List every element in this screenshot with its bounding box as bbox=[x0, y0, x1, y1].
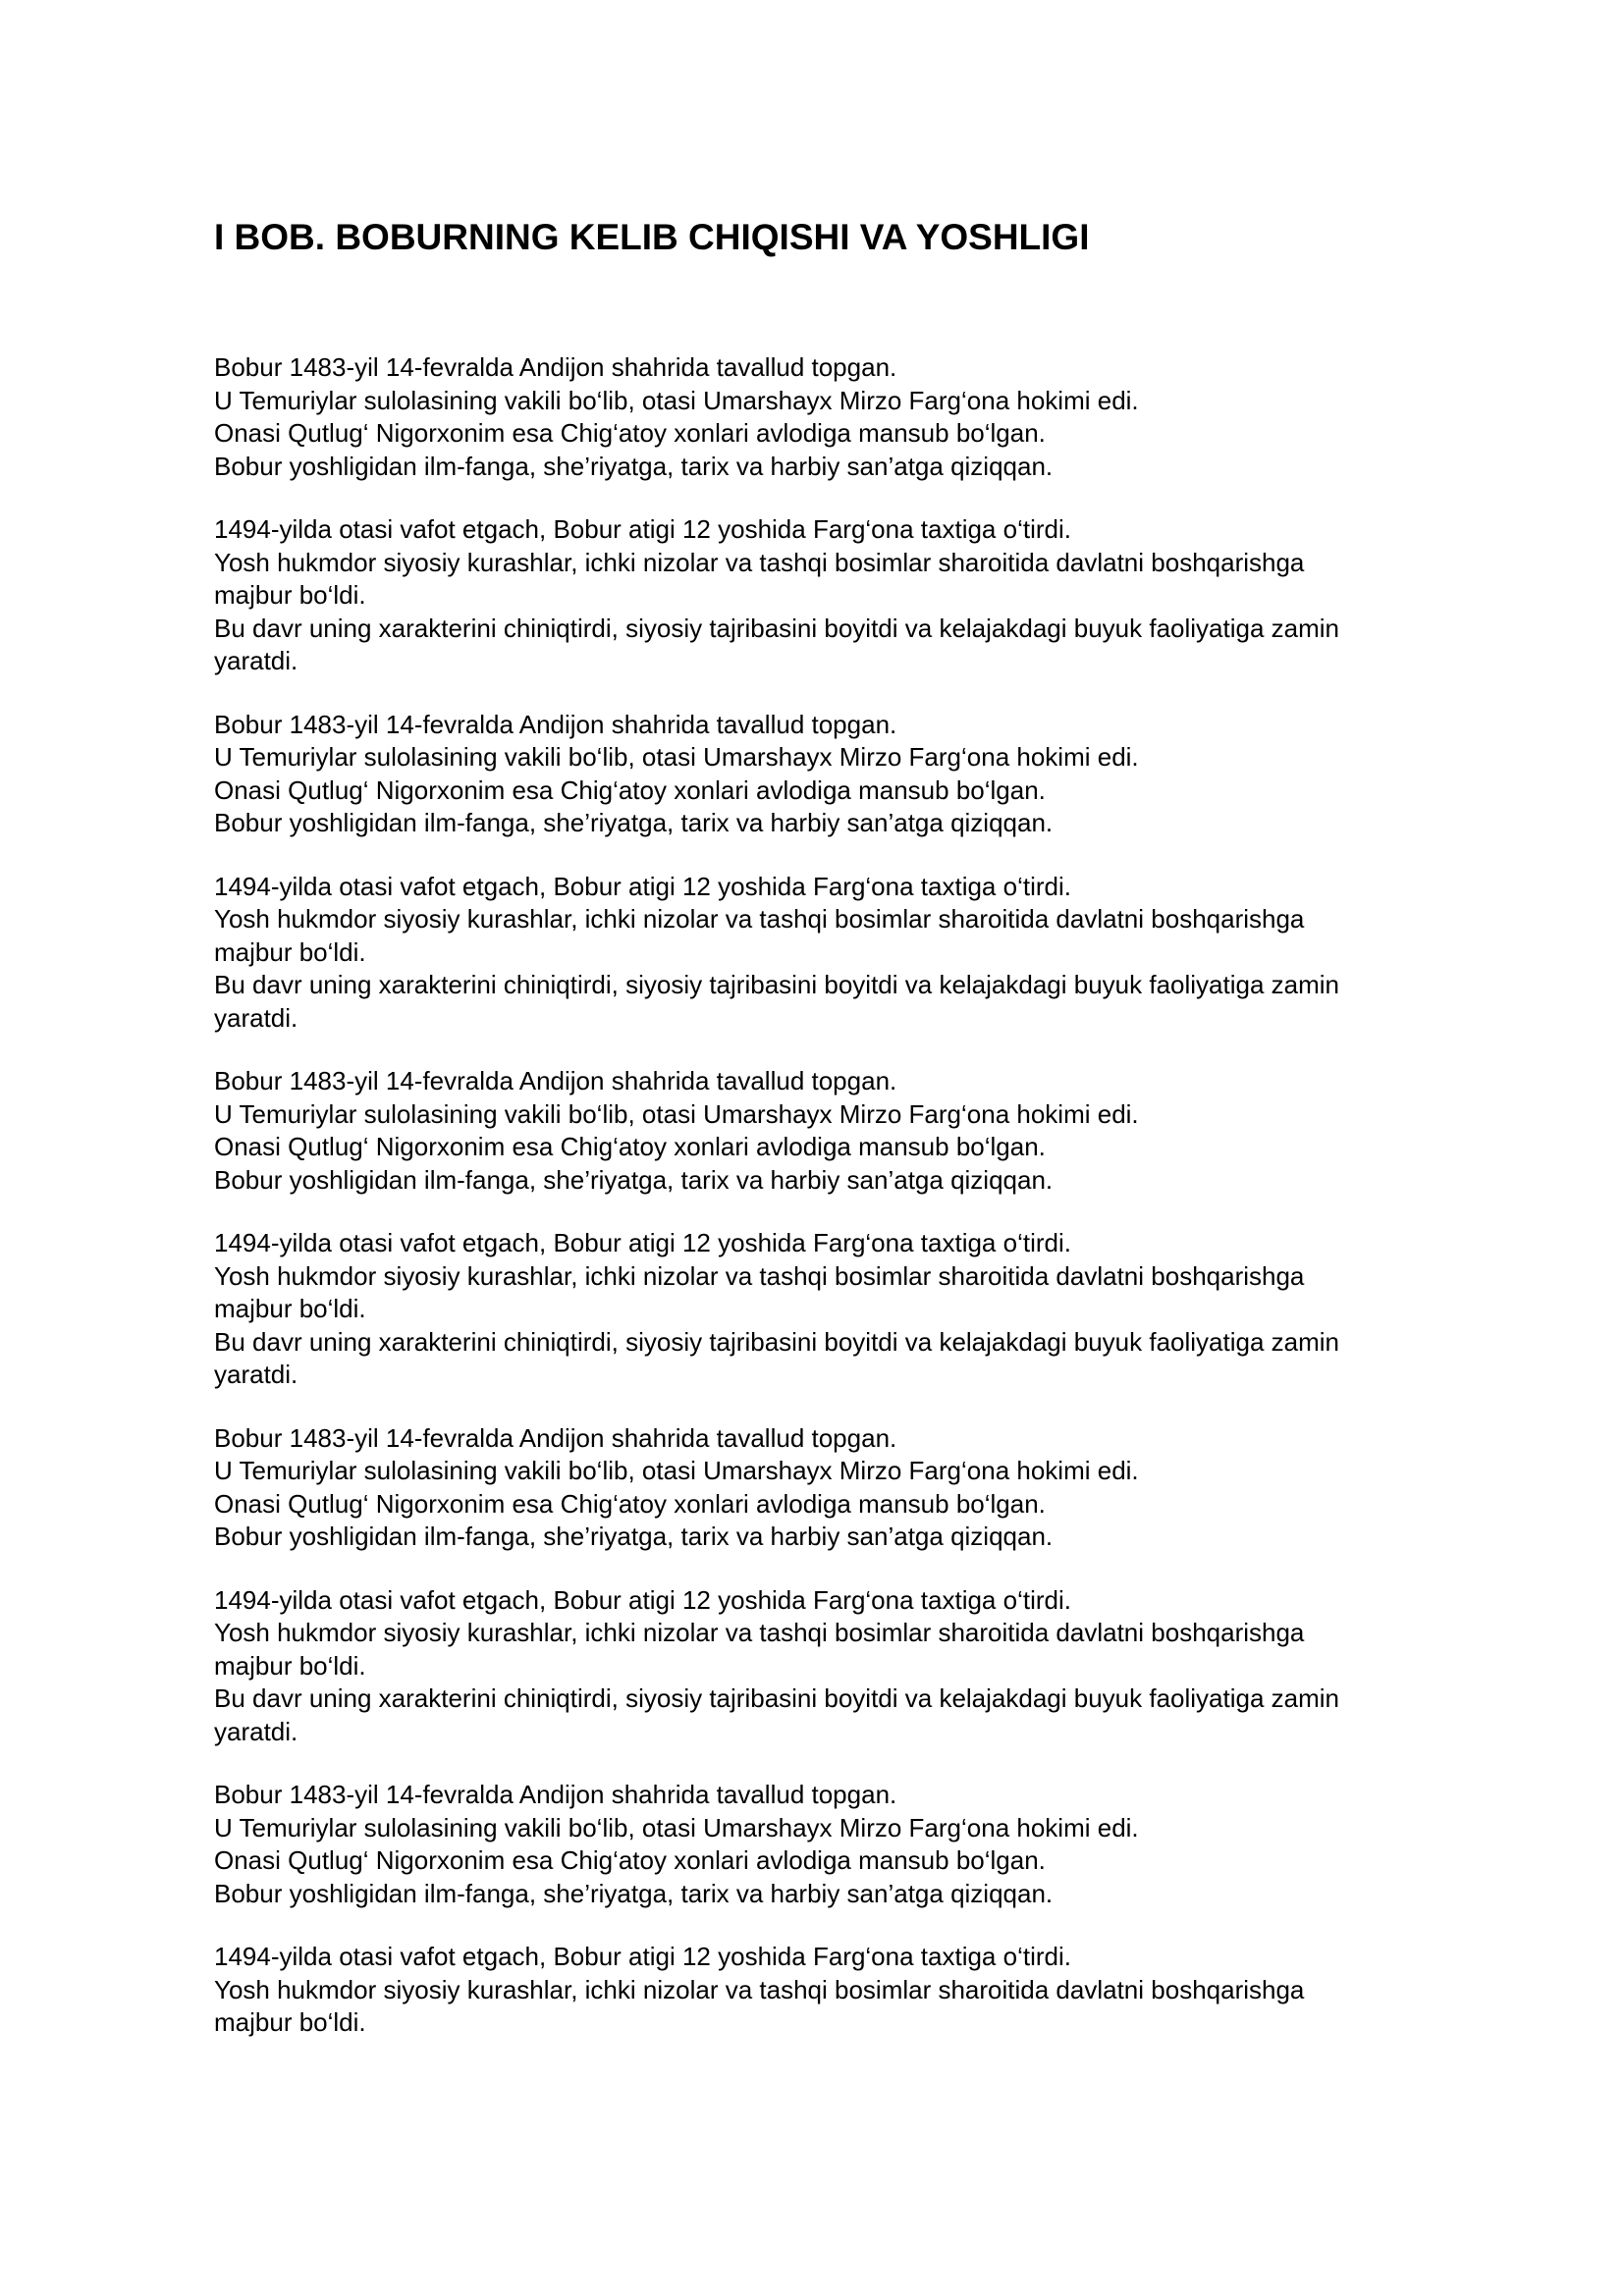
text-line: Onasi Qutlug‘ Nigorxonim esa Chig‘atoy xonlari avlodiga mansub bo‘lgan. bbox=[214, 774, 1046, 805]
text-line: majbur bo‘ldi. bbox=[214, 1650, 366, 1681]
paragraph bbox=[214, 351, 1432, 483]
text-line: yaratdi. bbox=[214, 1716, 298, 1746]
text-line: majbur bo‘ldi. bbox=[214, 936, 366, 967]
text-line: Bu davr uning xarakterini chiniqtirdi, siyosiy tajribasini boyitdi va kelajakdagi buyuk faoliyatiga zamin bbox=[214, 970, 1340, 999]
text-line: Bobur 1483-yil 14-fevralda Andijon shahrida tavallud topgan. bbox=[214, 1066, 897, 1095]
text-line: yaratdi. bbox=[214, 1360, 298, 1389]
paragraph bbox=[214, 1227, 1432, 1392]
paragraph bbox=[214, 1941, 1432, 2040]
text-line: majbur bo‘ldi. bbox=[214, 1294, 366, 1323]
paragraph bbox=[214, 513, 1432, 678]
paragraph bbox=[214, 1584, 1432, 1749]
text-line: yaratdi. bbox=[214, 646, 298, 675]
paragraph bbox=[214, 1065, 1432, 1197]
text-line: Onasi Qutlug‘ Nigorxonim esa Chig‘atoy xonlari avlodiga mansub bo‘lgan. bbox=[214, 1845, 1046, 1875]
text-line: U Temuriylar sulolasining vakili bo‘lib, otasi Umarshayx Mirzo Farg‘ona hokimi edi. bbox=[214, 385, 1139, 415]
text-line: Bobur 1483-yil 14-fevralda Andijon shahrida tavallud topgan. bbox=[214, 1780, 897, 1809]
paragraph bbox=[214, 709, 1432, 840]
text-line: U Temuriylar sulolasining vakili bo‘lib, otasi Umarshayx Mirzo Farg‘ona hokimi edi. bbox=[214, 1812, 1139, 1842]
text-line: U Temuriylar sulolasining vakili bo‘lib, otasi Umarshayx Mirzo Farg‘ona hokimi edi. bbox=[214, 742, 1139, 772]
text-line: Bobur yoshligidan ilm-fanga, she’riyatga, tarix va harbiy san’atga qiziqqan. bbox=[214, 1878, 1054, 1908]
text-line: Bobur 1483-yil 14-fevralda Andijon shahrida tavallud topgan. bbox=[214, 1422, 897, 1453]
paragraph bbox=[214, 1422, 1432, 1554]
text-line: yaratdi. bbox=[214, 1002, 298, 1033]
text-line: Bobur 1483-yil 14-fevralda Andijon shahrida tavallud topgan. bbox=[214, 352, 897, 382]
text-line: Yosh hukmdor siyosiy kurashlar, ichki nizolar va tashqi bosimlar sharoitida davlatni boshqarishga bbox=[214, 547, 1305, 577]
text-line: Yosh hukmdor siyosiy kurashlar, ichki nizolar va tashqi bosimlar sharoitida davlatni boshqarishga bbox=[214, 1618, 1305, 1647]
chapter-title: I BOB. BOBURNING KELIB CHIQISHI VA YOSHLIGI bbox=[214, 217, 1090, 257]
body-text bbox=[214, 351, 1432, 2070]
text-line: Yosh hukmdor siyosiy kurashlar, ichki nizolar va tashqi bosimlar sharoitida davlatni boshqarishga bbox=[214, 904, 1305, 934]
text-line: Bobur 1483-yil 14-fevralda Andijon shahrida tavallud topgan. bbox=[214, 709, 897, 739]
text-line: U Temuriylar sulolasining vakili bo‘lib, otasi Umarshayx Mirzo Farg‘ona hokimi edi. bbox=[214, 1098, 1139, 1129]
text-line: Onasi Qutlug‘ Nigorxonim esa Chig‘atoy xonlari avlodiga mansub bo‘lgan. bbox=[214, 1132, 1046, 1161]
paragraph bbox=[214, 1779, 1432, 1910]
text-line: majbur bo‘ldi. bbox=[214, 2007, 366, 2037]
paragraph bbox=[214, 871, 1432, 1036]
text-line: Bobur yoshligidan ilm-fanga, she’riyatga, tarix va harbiy san’atga qiziqqan. bbox=[214, 808, 1054, 837]
text-line: 1494-yilda otasi vafot etgach, Bobur atigi 12 yoshida Farg‘ona taxtiga o‘tirdi. bbox=[214, 1584, 1071, 1615]
text-line: Bu davr uning xarakterini chiniqtirdi, siyosiy tajribasini boyitdi va kelajakdagi buyuk faoliyatiga zamin bbox=[214, 1683, 1340, 1713]
text-line: Bu davr uning xarakterini chiniqtirdi, siyosiy tajribasini boyitdi va kelajakdagi buyuk faoliyatiga zamin bbox=[214, 613, 1340, 643]
text-line: 1494-yilda otasi vafot etgach, Bobur atigi 12 yoshida Farg‘ona taxtiga o‘tirdi. bbox=[214, 871, 1071, 901]
text-line: Bobur yoshligidan ilm-fanga, she’riyatga, tarix va harbiy san’atga qiziqqan. bbox=[214, 1164, 1054, 1195]
text-line: U Temuriylar sulolasining vakili bo‘lib, otasi Umarshayx Mirzo Farg‘ona hokimi edi. bbox=[214, 1456, 1139, 1485]
text-line: Onasi Qutlug‘ Nigorxonim esa Chig‘atoy xonlari avlodiga mansub bo‘lgan. bbox=[214, 1488, 1046, 1519]
text-line: Bobur yoshligidan ilm-fanga, she’riyatga, tarix va harbiy san’atga qiziqqan. bbox=[214, 451, 1054, 481]
text-line: 1494-yilda otasi vafot etgach, Bobur atigi 12 yoshida Farg‘ona taxtiga o‘tirdi. bbox=[214, 1942, 1071, 1971]
text-line: Onasi Qutlug‘ Nigorxonim esa Chig‘atoy xonlari avlodiga mansub bo‘lgan. bbox=[214, 418, 1046, 448]
text-line: 1494-yilda otasi vafot etgach, Bobur atigi 12 yoshida Farg‘ona taxtiga o‘tirdi. bbox=[214, 514, 1071, 544]
text-line: Bobur yoshligidan ilm-fanga, she’riyatga, tarix va harbiy san’atga qiziqqan. bbox=[214, 1522, 1054, 1551]
text-line: Yosh hukmdor siyosiy kurashlar, ichki nizolar va tashqi bosimlar sharoitida davlatni boshqarishga bbox=[214, 1974, 1305, 2004]
text-line: Yosh hukmdor siyosiy kurashlar, ichki nizolar va tashqi bosimlar sharoitida davlatni boshqarishga bbox=[214, 1260, 1305, 1291]
text-line: Bu davr uning xarakterini chiniqtirdi, siyosiy tajribasini boyitdi va kelajakdagi buyuk faoliyatiga zamin bbox=[214, 1326, 1340, 1357]
text-line: 1494-yilda otasi vafot etgach, Bobur atigi 12 yoshida Farg‘ona taxtiga o‘tirdi. bbox=[214, 1228, 1071, 1257]
text-line: majbur bo‘ldi. bbox=[214, 580, 366, 610]
